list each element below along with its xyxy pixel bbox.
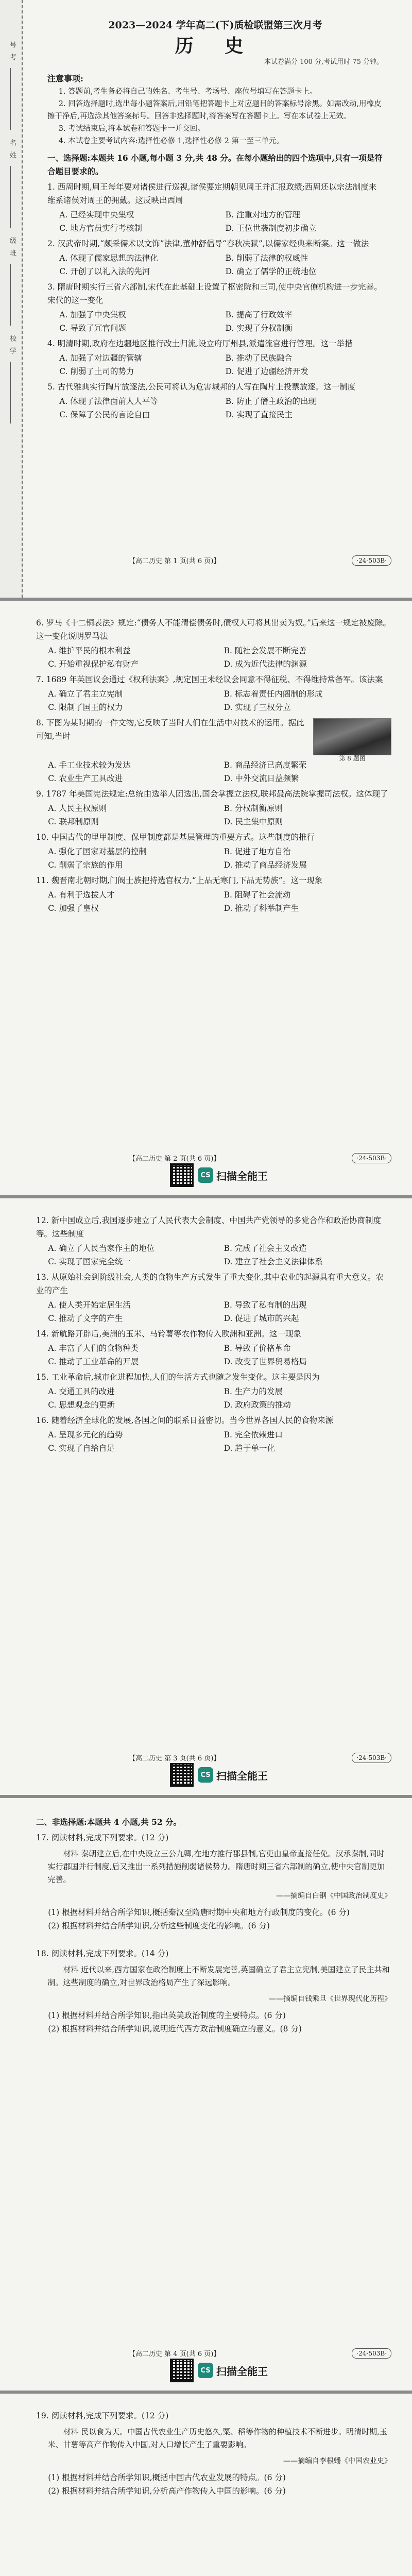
sub-question: (1) 根据材料并结合所学知识,概括秦汉至隋唐时期中央和地方行政制度的变化。(6 分) [48,1908,350,1917]
page-3 [0,1198,412,1795]
question-stem: 13. 从原始社会到阶级社会,人类的食物生产方式发生了重大变化,其中农业的起源具有重大意义。农业的产生 [36,1273,384,1295]
material-source: ——摘编自钱乘旦《世界现代化历程》 [269,1995,391,2003]
option: D. 推动了科举制产生 [224,904,299,913]
question-options [48,687,391,714]
option: C. 保障了公民的言论自由 [59,410,150,419]
option: C. 实现了自给自足 [48,1444,115,1453]
question-options [48,1385,391,1412]
option: A. 体现了法律面前人人平等 [59,397,158,406]
scanner-logo-icon: CS [198,1767,213,1783]
option: D. 促进了边疆经济开发 [225,367,308,376]
option: D. 政府政策的推动 [224,1400,291,1410]
option: C. 削弱了土司的势力 [59,367,134,376]
page-footer [0,552,412,583]
page-1-content [47,13,383,421]
side-label: 级 [8,237,16,245]
subject-title: 历 史 [175,35,256,57]
option: A. 人民主权原则 [48,804,107,813]
scanner-logo-icon: CS [198,2363,213,2378]
side-label: 校 [8,335,16,343]
question [36,616,391,671]
image-caption: 第 8 题图 [339,755,366,762]
side-label: 号 [8,41,16,49]
option: B. 提高了行政效率 [225,310,293,319]
option: A. 加强了对边疆的管辖 [59,353,142,363]
question-stem: 2. 汉武帝时期,“颇采儒术以文饰”法律,董仲舒倡导“春秋决狱”,以儒家经典来断案。这一做法 [47,239,369,248]
exam-title: 2023—2024 学年高二(下)质检联盟第三次月考 [108,20,322,31]
option: D. 确立了儒学的正统地位 [225,267,317,276]
question [36,831,391,872]
footer-code: ·24-503B· [352,555,391,566]
question-options [59,395,383,421]
question-material: 材料 民以食为天。中国古代农业生产历史悠久,粟、稻等作物的种植技术不断进步。明清时期,玉米、甘薯等高产作物传入中国,对人口增长产生了重要影响。 [47,2427,387,2449]
option: B. 防止了僭主政治的出现 [225,397,316,406]
option: C. 加强了皇权 [48,904,99,913]
side-label: 学 [8,347,16,355]
option: A. 手工业技术较为发达 [48,760,131,770]
side-label: 姓 [8,151,16,159]
option: B. 完全依赖进口 [224,1430,283,1439]
question-material: 材料 秦朝建立后,在中央设立三公九卿,在地方推行郡县制,官吏由皇帝直接任免。汉承秦制,同时实行郡国并行制度,后又推出一系列措施削弱诸侯势力。隋唐时期三省六部制的确立,使中央官制更加完善。 [47,1849,385,1884]
option: D. 建立了社会主义法律体系 [224,1257,323,1266]
page-1 [0,0,412,598]
side-label: 班 [8,249,16,257]
scanner-brand-name: 扫描全能王 [216,1170,268,1182]
question [47,380,383,421]
exam-meta: 本试卷满分 100 分,考试用时 75 分钟。 [264,58,383,66]
option: A. 加强了中央集权 [59,310,126,319]
page-4-content [36,1811,391,2036]
question-stem: 10. 中国古代的里甲制度、保甲制度都是基层管理的重要方式。这些制度的推行 [36,833,315,842]
question-stem: 4. 明清时期,政府在边疆地区推行改土归流,设立府厅州县,派遣流官进行管理。这一举措 [47,339,353,348]
option: A. 丰富了人们的食物种类 [48,1344,139,1353]
option: D. 实现了分权制衡 [225,324,293,333]
question-stem: 5. 古代雅典实行陶片放逐法,公民可将认为危害城邦的人写在陶片上投票放逐。这一制度 [47,382,356,392]
question-material: 材料 近代以来,西方国家在政治制度上不断发展完善,英国确立了君主立宪制,美国建立了民主共和制。这些制度的确立,对世界政治格局产生了深远影响。 [47,1965,390,1987]
question-options [59,351,383,378]
page-5 [0,2394,412,2576]
option: A. 有利于选拔人才 [48,890,115,900]
question [36,716,391,785]
option: D. 成为近代法律的渊源 [224,659,307,669]
question [36,1327,391,1368]
sub-question: (2) 根据材料并结合所学知识,分析这些制度变化的影响。(6 分) [48,1921,270,1930]
option: D. 王位世袭制度初步确立 [225,224,317,233]
question-stem: 9. 1787 年美国宪法规定:总统由选举人团选出,国会掌握立法权,联邦最高法院掌握司法权。这体现了 [36,789,388,799]
option: C. 推动了工业革命的开展 [48,1357,139,1366]
option: D. 改变了世界贸易格局 [224,1357,307,1366]
footer-page-number: 【高二历史 第 3 页(共 6 页)】 [129,1755,220,1762]
page-footer [0,1150,412,1181]
footer-page-number: 【高二历史 第 1 页(共 6 页)】 [129,557,220,565]
option: D. 民主集中原则 [224,817,283,826]
notice [47,72,383,147]
option: A. 强化了国家对基层的控制 [48,847,147,856]
scanner-watermark [198,1765,268,1785]
sub-question: (2) 根据材料并结合所学知识,说明近代西方政治制度确立的意义。(8 分) [48,2024,302,2033]
page-footer [0,1750,412,1781]
option: B. 推动了民族融合 [225,353,293,363]
side-line [10,264,11,326]
question-options [48,644,391,671]
option: B. 导致了价格革命 [224,1344,291,1353]
question [36,2409,391,2498]
question [47,237,383,278]
question-stem: 17. 阅读材料,完成下列要求。(12 分) [36,1833,169,1842]
question-stem: 18. 阅读材料,完成下列要求。(14 分) [36,1949,169,1958]
option: A. 已经实现中央集权 [59,210,134,219]
side-line [10,166,11,228]
qr-code [170,2359,194,2382]
option: B. 完成了社会主义改造 [224,1244,307,1253]
page-2 [0,601,412,1195]
question [36,1947,391,2036]
option: C. 农业生产工具改进 [48,774,123,783]
question [36,1214,391,1268]
question-options [59,308,383,335]
section-1-head: 一、选择题:本题共 16 小题,每小题 3 分,共 48 分。在每小题给出的四个选项中,只有一项是符合题目要求的。 [47,153,383,176]
option: B. 导致了私有制的出现 [224,1300,307,1310]
option: A. 确立了君主立宪制 [48,689,123,699]
question [36,1370,391,1412]
footer-code: ·24-503B· [352,2348,391,2359]
side-line [10,362,11,423]
scanner-watermark [198,2361,268,2380]
option: A. 使人类开始定居生活 [48,1300,131,1310]
side-line [10,68,11,130]
question [36,1831,391,1933]
side-label: 名 [8,139,16,147]
option: A. 体现了儒家思想的法律化 [59,253,158,263]
option: A. 交通工具的改进 [48,1387,115,1396]
footer-code: ·24-503B· [352,1153,391,1163]
notice-title: 注意事项: [47,74,83,83]
notice-item: 3. 考试结束后,将本试卷和答题卡一并交回。 [58,125,205,133]
scanner-brand-name: 扫描全能王 [216,1769,268,1782]
option: A. 确立了人民当家作主的地位 [48,1244,155,1253]
footer-code: ·24-503B· [352,1753,391,1763]
qr-code [170,1163,194,1187]
option: D. 促进了城市的兴起 [224,1314,299,1323]
option: B. 注重对地方的管理 [225,210,300,219]
question-stem: 3. 隋唐时期实行三省六部制,宋代在此基础上设置了枢密院和三司,使中央官僚机构进一步完善。宋代的这一变化 [47,282,382,305]
question-stem: 12. 新中国成立后,我国逐步建立了人民代表大会制度、中国共产党领导的多党合作和政治协商制度等。这些制度 [36,1216,382,1239]
question [47,180,383,235]
material-source: ——摘编自白钢《中国政治制度史》 [276,1892,391,1900]
question-options [48,1298,391,1325]
page-2-content [36,614,391,915]
option: C. 推动了文字的产生 [48,1314,123,1323]
question-stem: 19. 阅读材料,完成下列要求。(12 分) [36,2411,169,2420]
sub-question: (2) 根据材料并结合所学知识,分析高产作物传入中国的影响。(6 分) [48,2486,286,2496]
option: A. 维护平民的根本利益 [48,646,131,655]
option: C. 削弱了宗族的作用 [48,860,123,870]
question-stem: 6. 罗马《十二铜表法》规定:“债务人不能清偿债务时,债权人可将其出卖为奴。”后来这一规定被废除。这一变化说明罗马法 [36,618,391,641]
option: D. 推动了商品经济发展 [224,860,307,870]
option: B. 随社会发展不断完善 [224,646,307,655]
question-stem: 1. 西周时期,周王每年要对诸侯进行巡视,诸侯要定期朝见周王并汇报政绩;西周还以宗法制度来维系诸侯对周王的拥戴。这反映出西周 [47,182,377,205]
option: D. 实现了直接民主 [225,410,293,419]
option: C. 地方官员实行考核制 [59,224,142,233]
question-options [48,802,391,828]
option: D. 实现了三权分立 [224,703,291,712]
question [36,787,391,828]
option: B. 分权制衡原则 [224,804,283,813]
notice-item: 4. 本试卷主要考试内容:选择性必修 1,选择性必修 2 第一至三单元。 [58,137,284,145]
question-stem: 15. 工业革命后,城市化进程加快,人们的生活方式也随之发生变化。这主要是因为 [36,1372,320,1382]
sub-question: (1) 根据材料并结合所学知识,概括中国古代农业发展的特点。(6 分) [48,2473,286,2482]
option: C. 导致了冗官问题 [59,324,126,333]
question-stem: 11. 魏晋南北朝时期,门阀士族把持选官权力,“上品无寒门,下品无势族”。这一现象 [36,876,323,885]
option: B. 促进了地方自治 [224,847,291,856]
binding-strip [0,0,23,598]
side-label: 考 [8,54,16,61]
option: C. 开创了以礼入法的先河 [59,267,150,276]
option: B. 阻碍了社会流动 [224,890,291,900]
question [36,1270,391,1325]
option: B. 标志着责任内阁制的形成 [224,689,323,699]
question-options [48,845,391,872]
scanner-brand-name: 扫描全能王 [216,2365,268,2378]
question-options [59,208,383,235]
question-stem: 14. 新航路开辟后,美洲的玉米、马铃薯等农作物传入欧洲和亚洲。这一现象 [36,1329,302,1338]
option: A. 呈现多元化的趋势 [48,1430,123,1439]
page-5-content [36,2407,391,2498]
notice-item: 2. 回答选择题时,选出每小题答案后,用铅笔把答题卡上对应题目的答案标号涂黑。如需改动,用橡皮擦干净后,再选涂其他答案标号。回答非选择题时,将答案写在答题卡上。写在本试卷上无效。 [47,100,382,121]
option: B. 削弱了法律的权威性 [225,253,308,263]
option: C. 开始重视保护私有财产 [48,659,139,669]
option: C. 联邦制原则 [48,817,99,826]
page-footer [0,2345,412,2376]
question-options [48,1342,391,1368]
scanner-logo-icon: CS [198,1167,213,1183]
material-source: ——摘编自李根蟠《中国农业史》 [283,2457,391,2465]
artifact-photo [313,718,391,762]
question [47,337,383,378]
option: C. 思想观念的更新 [48,1400,115,1410]
notice-item: 1. 答题前,考生务必将自己的姓名、考生号、考场号、座位号填写在答题卡上。 [58,88,317,96]
section-2-head: 二、非选择题:本题共 4 小题,共 52 分。 [36,1817,182,1827]
question-options [48,888,391,915]
question-stem: 16. 随着经济全球化的发展,各国之间的联系日益密切。当今世界各国人民的食物来源 [36,1416,334,1425]
option: B. 商品经济已高度繁荣 [224,760,307,770]
question [36,673,391,714]
option: B. 生产力的发展 [224,1387,283,1396]
question-options [59,251,383,278]
question [36,1414,391,1455]
page-4 [0,1798,412,2391]
option: D. 趋于单一化 [224,1444,275,1453]
sub-question: (1) 根据材料并结合所学知识,指出英美政治制度的主要特点。(6 分) [48,2011,286,2020]
question-stem: 8. 下图为某时期的一件文物,它反映了当时人们在生活中对技术的运用。据此可知,当时 [36,718,304,741]
option: C. 限制了国王的权力 [48,703,123,712]
question-stem: 7. 1689 年英国议会通过《权利法案》,规定国王未经议会同意不得征税、不得维持常备军。该法案 [36,675,383,684]
question [36,874,391,915]
footer-page-number: 【高二历史 第 4 页(共 6 页)】 [129,2350,220,2358]
question [47,280,383,335]
option: C. 实现了国家完全统一 [48,1257,131,1266]
option: D. 中外交流日益频繁 [224,774,299,783]
footer-page-number: 【高二历史 第 2 页(共 6 页)】 [129,1155,220,1163]
question-options [48,1242,391,1268]
scanner-watermark [198,1165,268,1185]
qr-code [170,1763,194,1787]
page-3-content [36,1212,391,1455]
question-options [48,1428,391,1455]
